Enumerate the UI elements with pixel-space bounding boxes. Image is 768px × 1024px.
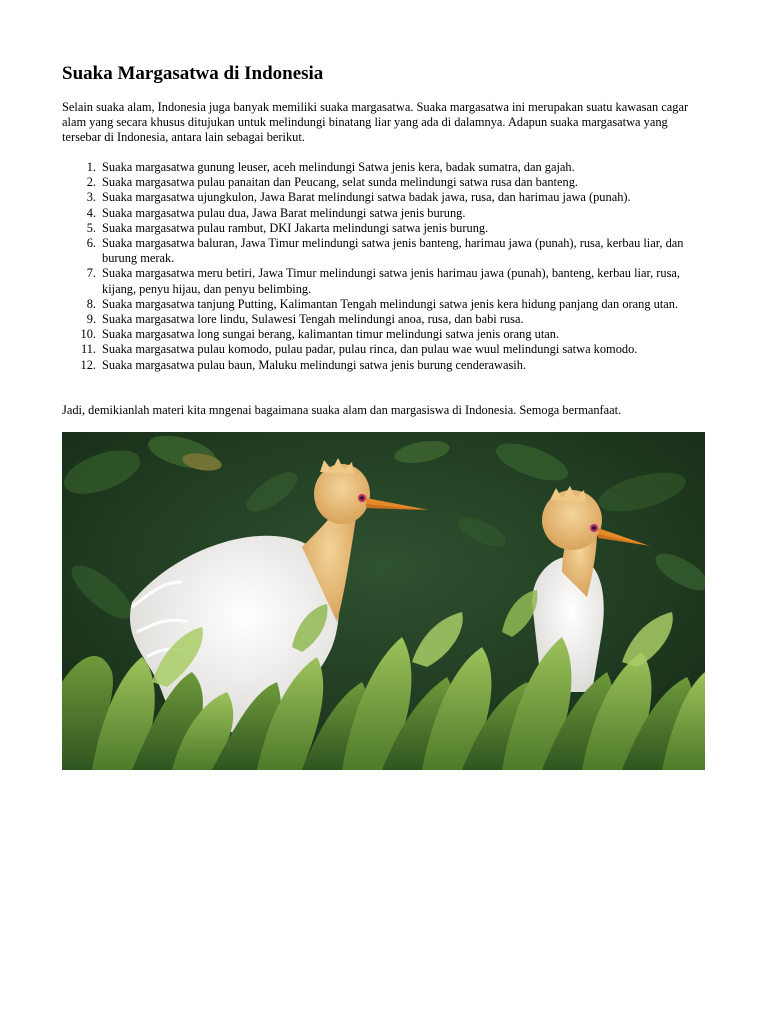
list-number: 2. — [86, 175, 96, 190]
list-item — [62, 221, 710, 236]
intro-paragraph: Selain suaka alam, Indonesia juga banyak memiliki suaka margasatwa. Suaka margasatwa ini merupakan suatu kawasan cagar alam yang secara khusus ditujukan untuk melindungi binatang liar yang ada di dalamnya. Adapun suaka margasatwa yang tersebar di Indonesia, antara lain sebagai berikut. — [62, 100, 689, 145]
list-item — [62, 297, 710, 312]
list-text: Suaka margasatwa ujungkulon, Jawa Barat melindungi satwa badak jawa, rusa, dan harimau jawa (punah). — [102, 190, 631, 205]
sanctuary-list — [62, 160, 710, 373]
egret-photo — [62, 432, 705, 770]
egret-illustration — [62, 432, 705, 770]
list-text: Suaka margasatwa lore lindu, Sulawesi Tengah melindungi anoa, rusa, dan babi rusa. — [102, 312, 524, 327]
list-item — [62, 160, 710, 175]
list-item — [62, 358, 710, 373]
list-number: 12. — [80, 357, 96, 372]
list-number: 6. — [86, 236, 96, 251]
list-item — [62, 236, 710, 266]
page-title: Suaka Margasatwa di Indonesia — [62, 63, 324, 84]
list-number: 7. — [86, 266, 96, 281]
list-text: Suaka margasatwa pulau panaitan dan Peucang, selat sunda melindungi satwa rusa dan banteng. — [102, 175, 578, 190]
list-text: Suaka margasatwa pulau dua, Jawa Barat melindungi satwa jenis burung. — [102, 205, 466, 220]
list-item — [62, 190, 710, 205]
list-number: 9. — [86, 312, 96, 327]
list-item — [62, 175, 710, 190]
list-text: Suaka margasatwa pulau baun, Maluku melindungi satwa jenis burung cenderawasih. — [102, 357, 527, 372]
list-item — [62, 342, 710, 357]
list-text: Suaka margasatwa gunung leuser, aceh melindungi Satwa jenis kera, badak sumatra, dan gajah. — [102, 160, 575, 174]
list-item — [62, 206, 710, 221]
list-item — [62, 312, 710, 327]
list-item — [62, 266, 710, 296]
list-number: 11. — [80, 342, 96, 357]
list-item — [62, 327, 710, 342]
list-text: Suaka margasatwa long sungai berang, kalimantan timur melindungi satwa jenis orang utan. — [102, 327, 560, 342]
list-number: 8. — [86, 296, 96, 311]
list-number: 5. — [86, 220, 96, 235]
list-number: 3. — [86, 190, 96, 205]
list-text: Suaka margasatwa tanjung Putting, Kalimantan Tengah melindungi satwa jenis kera hidung panjang dan orang utan. — [102, 296, 679, 311]
list-number: 10. — [80, 327, 96, 342]
list-text: Suaka margasatwa pulau komodo, pulau padar, pulau rinca, dan pulau wae wuul melindungi satwa komodo. — [102, 342, 638, 357]
list-number: 1. — [86, 160, 96, 174]
list-text: Suaka margasatwa meru betiri, Jawa Timur melindungi satwa jenis harimau jawa (punah), banteng, kerbau liar, rusa, kijang, penyu hijau, dan penyu belimbing. — [102, 266, 681, 296]
list-text: Suaka margasatwa pulau rambut, DKI Jakarta melindungi satwa jenis burung. — [102, 220, 489, 235]
list-text: Suaka margasatwa baluran, Jawa Timur melindungi satwa jenis banteng, harimau jawa (punah), rusa, kerbau liar, dan burung merak. — [102, 236, 684, 266]
closing-paragraph: Jadi, demikianlah materi kita mngenai bagaimana suaka alam dan margasiswa di Indonesia. Semoga bermanfaat. — [62, 403, 622, 417]
list-number: 4. — [86, 205, 96, 220]
